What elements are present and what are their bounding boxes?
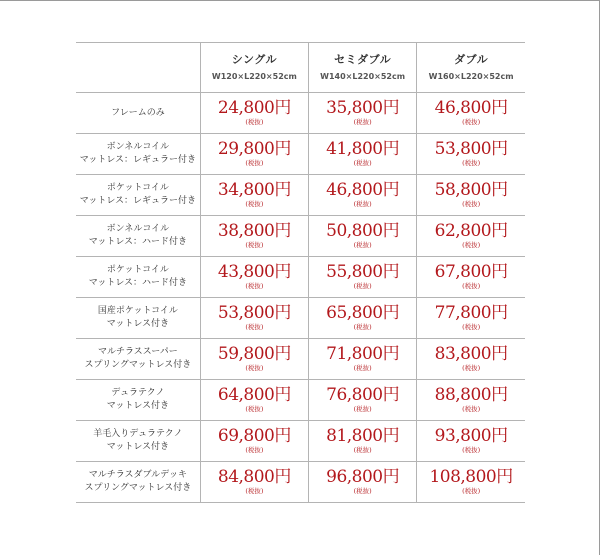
- price-cell: [200, 462, 308, 503]
- row-label-line-2: マットレス：ハード付き: [88, 278, 188, 288]
- row-label-cell: [76, 93, 200, 134]
- price-amount: 83,800円: [434, 344, 508, 364]
- table-row: [76, 216, 525, 257]
- price-cell: [309, 380, 417, 421]
- price-amount: 55,800円: [326, 262, 400, 282]
- price-amount: 71,800円: [326, 344, 400, 364]
- tax-note: (税抜): [353, 487, 372, 495]
- tax-note: (税抜): [245, 159, 264, 167]
- price-amount: 53,800円: [217, 303, 291, 323]
- price-amount: 58,800円: [434, 180, 508, 200]
- tax-note: (税抜): [462, 487, 481, 495]
- tax-note: (税抜): [462, 405, 481, 413]
- row-label-cell: [76, 134, 200, 175]
- price-amount: 46,800円: [434, 98, 508, 118]
- price-cell: [309, 462, 417, 503]
- price-cell: [309, 257, 417, 298]
- price-amount: 43,800円: [217, 262, 291, 282]
- price-cell: [200, 380, 308, 421]
- row-label-line-2: マットレス付き: [106, 401, 170, 411]
- tax-note: (税抜): [353, 364, 372, 372]
- price-amount: 46,800円: [326, 180, 400, 200]
- size-name: セミダブル: [334, 52, 392, 66]
- size-dimensions: W140×L220×52cm: [320, 71, 406, 81]
- row-label-cell: [76, 175, 200, 216]
- price-cell: [309, 175, 417, 216]
- tax-note: (税抜): [245, 282, 264, 290]
- price-amount: 77,800円: [434, 303, 508, 323]
- price-amount: 93,800円: [434, 426, 508, 446]
- tax-note: (税抜): [353, 282, 372, 290]
- row-label-line-1: マルチラススーパー: [97, 347, 178, 357]
- price-cell: [200, 216, 308, 257]
- price-cell: [200, 134, 308, 175]
- row-label-cell: [76, 298, 200, 339]
- price-cell: [309, 298, 417, 339]
- price-cell: [417, 339, 525, 380]
- tax-note: (税抜): [353, 200, 372, 208]
- row-label-line-2: マットレス付き: [106, 442, 170, 452]
- price-amount: 69,800円: [217, 426, 291, 446]
- price-cell: [200, 175, 308, 216]
- table-row: [76, 462, 525, 503]
- table-row: [76, 93, 525, 134]
- row-label-line-2: マットレス：レギュラー付き: [79, 155, 197, 165]
- price-cell: [309, 134, 417, 175]
- price-amount: 35,800円: [326, 98, 400, 118]
- row-label-line-2: スプリングマットレス付き: [84, 483, 192, 493]
- price-amount: 67,800円: [434, 262, 508, 282]
- row-label-cell: [76, 380, 200, 421]
- tax-note: (税抜): [462, 200, 481, 208]
- price-cell: [200, 421, 308, 462]
- table-row: [76, 421, 525, 462]
- row-label-line-1: マルチラスダブルデッキ: [88, 470, 187, 480]
- size-header-semi-double: [309, 43, 417, 93]
- price-cell: [309, 216, 417, 257]
- price-cell: [417, 93, 525, 134]
- row-label-line-1: ポケットコイル: [106, 265, 169, 275]
- price-amount: 34,800円: [217, 180, 291, 200]
- row-label-line-1: ポケットコイル: [106, 183, 169, 193]
- row-label-line-1: 国産ポケットコイル: [97, 306, 178, 316]
- tax-note: (税抜): [353, 241, 372, 249]
- price-amount: 53,800円: [434, 139, 508, 159]
- table-row: [76, 380, 525, 421]
- price-amount: 29,800円: [217, 139, 291, 159]
- table-row: [76, 257, 525, 298]
- table-row: [76, 134, 525, 175]
- size-header-single: [200, 43, 308, 93]
- tax-note: (税抜): [353, 446, 372, 454]
- price-amount: 84,800円: [217, 467, 291, 487]
- tax-note: (税抜): [462, 159, 481, 167]
- row-label-line-1: ボンネルコイル: [106, 142, 170, 152]
- row-label-line-2: マットレス：レギュラー付き: [79, 196, 197, 206]
- table-row: [76, 175, 525, 216]
- price-cell: [417, 175, 525, 216]
- price-amount: 24,800円: [217, 98, 291, 118]
- tax-note: (税抜): [245, 118, 264, 126]
- price-cell: [200, 339, 308, 380]
- row-label-cell: [76, 462, 200, 503]
- row-label-line-2: マットレス：ハード付き: [88, 237, 188, 247]
- tax-note: (税抜): [245, 364, 264, 372]
- price-amount: 64,800円: [217, 385, 291, 405]
- tax-note: (税抜): [245, 446, 264, 454]
- price-cell: [200, 298, 308, 339]
- tax-note: (税抜): [353, 405, 372, 413]
- row-label-cell: [76, 339, 200, 380]
- row-label-line-1: デュラテクノ: [111, 388, 165, 398]
- table-row: [76, 339, 525, 380]
- price-amount: 62,800円: [434, 221, 508, 241]
- row-label-line-1: 羊毛入りデュラテクノ: [93, 429, 183, 439]
- price-cell: [309, 339, 417, 380]
- price-amount: 108,800円: [429, 467, 513, 487]
- price-amount: 88,800円: [434, 385, 508, 405]
- price-amount: 76,800円: [326, 385, 400, 405]
- size-name: シングル: [231, 52, 277, 66]
- tax-note: (税抜): [245, 405, 264, 413]
- price-cell: [200, 257, 308, 298]
- price-amount: 59,800円: [217, 344, 291, 364]
- row-label-cell: [76, 257, 200, 298]
- size-dimensions: W160×L220×52cm: [428, 71, 514, 81]
- price-cell: [309, 93, 417, 134]
- tax-note: (税抜): [462, 446, 481, 454]
- price-cell: [417, 257, 525, 298]
- header-row: [76, 43, 525, 93]
- price-cell: [417, 462, 525, 503]
- price-amount: 41,800円: [326, 139, 400, 159]
- price-cell: [417, 421, 525, 462]
- tax-note: (税抜): [353, 118, 372, 126]
- size-header-double: [417, 43, 525, 93]
- row-label-line-2: スプリングマットレス付き: [84, 360, 192, 370]
- row-label-cell: [76, 421, 200, 462]
- size-dimensions: W120×L220×52cm: [211, 71, 297, 81]
- tax-note: (税抜): [462, 118, 481, 126]
- price-amount: 65,800円: [326, 303, 400, 323]
- price-cell: [309, 421, 417, 462]
- price-cell: [417, 216, 525, 257]
- price-amount: 38,800円: [217, 221, 291, 241]
- tax-note: (税抜): [462, 364, 481, 372]
- tax-note: (税抜): [462, 323, 481, 331]
- tax-note: (税抜): [245, 323, 264, 331]
- price-amount: 50,800円: [326, 221, 400, 241]
- page-top-border: [0, 0, 600, 1]
- price-cell: [200, 93, 308, 134]
- tax-note: (税抜): [353, 323, 372, 331]
- tax-note: (税抜): [245, 200, 264, 208]
- price-cell: [417, 134, 525, 175]
- size-name: ダブル: [454, 52, 489, 66]
- tax-note: (税抜): [462, 282, 481, 290]
- price-table: [76, 42, 525, 503]
- price-amount: 81,800円: [326, 426, 400, 446]
- tax-note: (税抜): [245, 487, 264, 495]
- row-label-line-2: マットレス付き: [106, 319, 170, 329]
- price-cell: [417, 380, 525, 421]
- corner-cell: [76, 43, 200, 93]
- tax-note: (税抜): [245, 241, 264, 249]
- price-cell: [417, 298, 525, 339]
- tax-note: (税抜): [353, 159, 372, 167]
- price-amount: 96,800円: [326, 467, 400, 487]
- row-label-line-1: フレームのみ: [111, 107, 165, 118]
- tax-note: (税抜): [462, 241, 481, 249]
- row-label-cell: [76, 216, 200, 257]
- row-label-line-1: ボンネルコイル: [106, 224, 170, 234]
- table-row: [76, 298, 525, 339]
